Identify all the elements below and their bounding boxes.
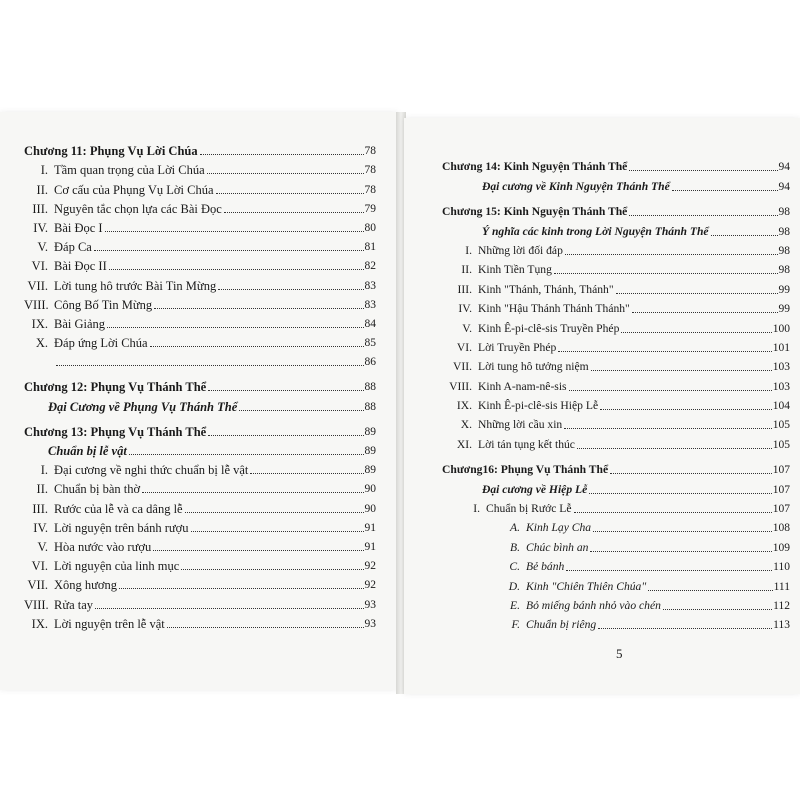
toc-entry-title: Rước của lễ và ca dâng lễ xyxy=(54,501,183,516)
dot-leader xyxy=(142,492,363,493)
toc-entry xyxy=(442,458,790,477)
toc-entry-number: III. xyxy=(32,501,48,516)
toc-entry xyxy=(24,477,376,496)
toc-page-number: 92 xyxy=(364,560,376,573)
dot-leader xyxy=(621,332,771,333)
dot-leader xyxy=(154,308,363,309)
dot-leader xyxy=(648,590,772,591)
toc-page-number: 103 xyxy=(772,361,790,374)
toc-entry xyxy=(24,554,376,573)
toc-page-number: 78 xyxy=(364,183,376,196)
toc-page-number: 80 xyxy=(364,221,376,234)
toc-entry-number: III. xyxy=(32,201,48,216)
toc-page-number: 83 xyxy=(364,298,376,311)
toc-entry-number: VIII. xyxy=(24,297,49,312)
toc-page-number: 98 xyxy=(778,206,790,219)
toc-page-number: 105 xyxy=(772,419,790,432)
toc-entry-number: III. xyxy=(457,282,472,296)
toc-entry xyxy=(24,312,376,331)
toc-entry-number: B. xyxy=(510,540,520,554)
toc-entry-title: Những lời đối đáp xyxy=(478,243,563,257)
toc-entry-title: Ý nghĩa các kinh trong Lời Nguyện Thánh Thể xyxy=(482,224,709,238)
toc-entry xyxy=(24,375,376,394)
dot-leader xyxy=(565,254,778,255)
chapter-title: Chương 15: Kinh Nguyện Thánh Thể xyxy=(442,205,628,219)
right-page xyxy=(404,118,800,694)
toc-page-number: 78 xyxy=(364,145,376,158)
toc-page-number: 90 xyxy=(364,483,376,496)
dot-leader xyxy=(711,235,778,236)
toc-entry-title: Kinh Tiền Tụng xyxy=(478,263,552,277)
toc-entry-number: I. xyxy=(465,243,472,257)
toc-page-number: 112 xyxy=(773,599,790,612)
dot-leader xyxy=(591,370,772,371)
toc-entry-title: Lời nguyện của linh mục xyxy=(54,559,180,574)
toc-entry xyxy=(24,158,376,177)
toc-entry xyxy=(442,239,790,258)
toc-entry-title: Lời tung hô trước Bài Tin Mừng xyxy=(54,278,217,293)
toc-entry-title: Lời Truyền Phép xyxy=(478,340,557,354)
toc-page-number: 113 xyxy=(773,619,790,632)
toc-entry-title: Bẻ bánh xyxy=(526,560,565,574)
chapter-title: Chương 13: Phụng Vụ Thánh Thể xyxy=(24,424,207,439)
toc-entry xyxy=(442,613,790,632)
toc-page-number: 109 xyxy=(772,541,790,554)
dot-leader xyxy=(216,193,364,194)
chapter-title: Chương 12: Phụng Vụ Thánh Thể xyxy=(24,380,207,395)
toc-entry-number: F. xyxy=(511,618,520,632)
toc-entry-title: Bài Giảng xyxy=(54,316,106,331)
toc-entry xyxy=(24,573,376,592)
toc-entry-title: Lời tán tụng kết thúc xyxy=(478,437,575,451)
toc-page-number: 78 xyxy=(364,164,376,177)
toc-entry xyxy=(24,293,376,312)
toc-entry xyxy=(442,258,790,277)
toc-entry xyxy=(24,496,376,515)
toc-entry-number: I. xyxy=(40,163,48,178)
toc-entry-number: V. xyxy=(37,240,48,255)
toc-page-number: 98 xyxy=(778,244,790,257)
dot-leader xyxy=(558,351,771,352)
toc-entry-title: Kinh "Thánh, Thánh, Thánh" xyxy=(478,282,614,296)
toc-page-number: 110 xyxy=(773,561,790,574)
toc-page-number: 108 xyxy=(772,522,790,535)
toc-entry-number: VIII. xyxy=(449,379,472,393)
toc-entry-title: Đại cương về nghi thức chuẩn bị lễ vật xyxy=(54,463,249,478)
dot-leader xyxy=(218,289,363,290)
toc-entry-number: IX. xyxy=(456,399,472,413)
toc-entry-number: C. xyxy=(509,560,520,574)
toc-entry xyxy=(24,273,376,292)
toc-entry xyxy=(24,235,376,254)
toc-entry-number: D. xyxy=(508,579,520,593)
toc-entry-title: Bỏ miếng bánh nhỏ vào chén xyxy=(526,598,661,612)
toc-entry-title: Những lời cầu xin xyxy=(478,418,563,432)
toc-entry-number: II. xyxy=(36,182,48,197)
toc-entry xyxy=(442,394,790,413)
toc-entry-title: Đáp ứng Lời Chúa xyxy=(54,336,148,351)
toc-entry xyxy=(442,316,790,335)
toc-entry xyxy=(442,477,790,496)
toc-entry xyxy=(442,497,790,516)
dot-leader xyxy=(208,435,363,436)
dot-leader xyxy=(207,173,364,174)
toc-page-number: 105 xyxy=(772,438,790,451)
dot-leader xyxy=(577,448,772,449)
toc-entry xyxy=(442,374,790,393)
toc-entry-title: Kinh Ê-pi-clê-sis Truyền Phép xyxy=(478,321,620,335)
toc-page-number: 82 xyxy=(364,260,376,273)
toc-entry-number: I. xyxy=(473,502,480,516)
toc-page-number: 98 xyxy=(778,264,790,277)
toc-entry xyxy=(24,197,376,216)
dot-leader xyxy=(95,608,363,609)
toc-page-number: 101 xyxy=(772,341,790,354)
toc-entry xyxy=(442,336,790,355)
toc-entry xyxy=(442,574,790,593)
dot-leader xyxy=(224,212,364,213)
toc-page-number: 107 xyxy=(772,464,790,477)
toc-entry xyxy=(442,174,790,193)
toc-page-number: 98 xyxy=(778,225,790,238)
dot-leader xyxy=(105,231,364,232)
toc-page-number: 91 xyxy=(364,540,376,553)
toc-page-number: 84 xyxy=(364,317,376,330)
toc-entry-number: IV. xyxy=(33,220,48,235)
dot-leader xyxy=(94,250,364,251)
toc-entry xyxy=(442,413,790,432)
toc-entry xyxy=(24,535,376,554)
dot-leader xyxy=(616,293,778,294)
toc-page-number: 89 xyxy=(364,445,376,457)
toc-entry-number: A. xyxy=(510,521,520,535)
toc-entry-number: VII. xyxy=(453,360,472,374)
toc-page-number: 86 xyxy=(364,356,376,369)
toc-entry xyxy=(24,216,376,235)
chapter-title: Chương 11: Phụng Vụ Lời Chúa xyxy=(24,144,198,159)
toc-page-number: 100 xyxy=(772,322,790,335)
toc-page-number: 107 xyxy=(772,503,790,516)
dot-leader xyxy=(589,493,772,494)
toc-page-number: 83 xyxy=(364,279,376,292)
toc-entry-title: Chúc bình an xyxy=(526,540,589,554)
dot-leader xyxy=(598,628,772,629)
toc-entry-title: Chuẩn bị riêng xyxy=(526,618,597,632)
toc-page-number: 91 xyxy=(364,521,376,534)
toc-entry-number: IV. xyxy=(33,520,48,535)
toc-entry-number: V. xyxy=(462,321,472,335)
toc-entry-number: IX. xyxy=(31,616,48,631)
toc-page-number: 89 xyxy=(364,425,376,438)
dot-leader xyxy=(574,512,772,513)
page-number: 5 xyxy=(616,646,623,661)
toc-page-number: 88 xyxy=(364,400,376,413)
toc-page-number: 79 xyxy=(364,202,376,215)
dot-leader xyxy=(181,569,363,570)
toc-entry-number: E. xyxy=(510,598,520,612)
toc-entry xyxy=(442,535,790,554)
toc-page-number: 99 xyxy=(778,283,790,296)
toc-entry-number: IX. xyxy=(31,316,48,331)
toc-entry xyxy=(442,555,790,574)
toc-entry xyxy=(24,139,376,158)
dot-leader xyxy=(153,550,363,551)
toc-entry xyxy=(442,155,790,174)
toc-entry-title: Kinh "Hậu Thánh Thánh Thánh" xyxy=(478,302,630,316)
toc-entry xyxy=(24,177,376,196)
toc-entry-title: Chuẩn bị Rước Lễ xyxy=(486,502,572,516)
toc-page-number: 88 xyxy=(364,381,376,394)
toc-entry-title: Nguyên tắc chọn lựa các Bài Đọc xyxy=(54,201,222,216)
toc-page-number: 94 xyxy=(778,180,790,193)
toc-entry xyxy=(442,516,790,535)
dot-leader xyxy=(129,454,364,455)
toc-entry xyxy=(442,277,790,296)
toc-entry-title: Chuẩn bị lễ vật xyxy=(48,444,127,458)
toc-entry-number: X. xyxy=(35,336,48,351)
toc-entry-number: XI. xyxy=(456,437,472,451)
toc-page-number: 99 xyxy=(778,303,790,316)
dot-leader xyxy=(632,312,778,313)
toc-entry-number: VI. xyxy=(456,340,472,354)
toc-entry-title: Lời tung hô tưởng niệm xyxy=(478,360,589,374)
dot-leader xyxy=(672,190,778,191)
toc-entry-title: Kinh A-nam-nê-sis xyxy=(478,379,567,393)
dot-leader xyxy=(56,365,364,366)
toc-entry-title: Rửa tay xyxy=(54,597,94,612)
toc-entry xyxy=(24,516,376,535)
dot-leader xyxy=(566,570,772,571)
dot-leader xyxy=(150,346,364,347)
chapter-title: Chương 14: Kinh Nguyện Thánh Thể xyxy=(442,160,628,174)
toc-entry xyxy=(24,420,376,439)
toc-entry xyxy=(442,297,790,316)
toc-page-number: 89 xyxy=(364,464,376,477)
toc-entry xyxy=(442,594,790,613)
toc-entry xyxy=(442,200,790,219)
toc-page-number: 103 xyxy=(772,380,790,393)
dot-leader xyxy=(191,531,364,532)
toc-entry-title: Hòa nước vào rượu xyxy=(54,539,152,554)
toc-entry-number: VI. xyxy=(31,259,48,274)
toc-entry-number: V. xyxy=(37,539,48,554)
toc-entry xyxy=(24,350,376,369)
toc-entry-title: Bài Đọc I xyxy=(54,220,103,235)
toc-entry-title: Kinh "Chiên Thiên Chúa" xyxy=(526,579,647,593)
dot-leader xyxy=(593,531,772,532)
toc-entry-number: VII. xyxy=(27,578,48,593)
dot-leader xyxy=(109,269,364,270)
toc-entry-number: I. xyxy=(40,463,48,478)
toc-entry-title: Chuẩn bị bàn thờ xyxy=(54,482,141,497)
toc-entry-title: Cơ cấu của Phụng Vụ Lời Chúa xyxy=(54,182,214,197)
toc-entry-number: IV. xyxy=(458,302,472,316)
dot-leader xyxy=(208,390,363,391)
dot-leader xyxy=(564,428,772,429)
toc-page-number: 94 xyxy=(778,161,790,174)
toc-entry xyxy=(24,612,376,631)
toc-entry xyxy=(24,458,376,477)
dot-leader xyxy=(569,390,772,391)
toc-page-number: 92 xyxy=(364,579,376,592)
dot-leader xyxy=(239,410,363,411)
toc-entry-title: Đại cương về Hiệp Lễ xyxy=(482,482,588,496)
dot-leader xyxy=(554,273,778,274)
toc-entry xyxy=(24,592,376,611)
table-of-contents-right xyxy=(442,152,790,632)
toc-page-number: 107 xyxy=(772,483,790,496)
toc-entry-title: Đại cương về Kinh Nguyện Thánh Thể xyxy=(482,179,670,193)
toc-entry-title: Lời nguyện trên bánh rượu xyxy=(54,520,189,535)
dot-leader xyxy=(590,551,771,552)
toc-entry-title: Đáp Ca xyxy=(54,240,92,255)
toc-entry xyxy=(24,331,376,350)
dot-leader xyxy=(600,409,772,410)
toc-entry-number: II. xyxy=(461,263,472,277)
toc-page-number: 90 xyxy=(364,502,376,515)
toc-entry-number: VI. xyxy=(31,559,48,574)
toc-entry xyxy=(442,219,790,238)
dot-leader xyxy=(185,512,364,513)
dot-leader xyxy=(629,215,777,216)
toc-page-number: 93 xyxy=(364,617,376,630)
toc-entry xyxy=(24,439,376,458)
dot-leader xyxy=(200,154,364,155)
toc-entry-title: Công Bố Tin Mừng xyxy=(54,297,153,312)
toc-entry xyxy=(24,254,376,273)
dot-leader xyxy=(610,473,772,474)
toc-entry xyxy=(442,355,790,374)
toc-page-number: 111 xyxy=(773,580,790,593)
dot-leader xyxy=(119,588,363,589)
toc-entry xyxy=(24,394,376,413)
toc-page-number: 104 xyxy=(772,400,790,413)
toc-page-number: 93 xyxy=(364,598,376,611)
toc-entry-number: VII. xyxy=(27,278,48,293)
toc-entry xyxy=(442,432,790,451)
dot-leader xyxy=(250,473,363,474)
toc-entry-title: Kinh Lạy Cha xyxy=(526,521,592,535)
toc-entry-title: Đại Cương về Phụng Vụ Thánh Thể xyxy=(48,399,238,414)
dot-leader xyxy=(167,627,364,628)
chapter-title: Chương16: Phụng Vụ Thánh Thể xyxy=(442,463,609,477)
left-page xyxy=(0,112,398,690)
toc-entry-title: Bài Đọc II xyxy=(54,259,107,274)
toc-page-number: 85 xyxy=(364,337,376,350)
toc-entry-number: II. xyxy=(36,482,48,497)
dot-leader xyxy=(663,609,772,610)
toc-entry-number: VIII. xyxy=(24,597,49,612)
dot-leader xyxy=(107,327,363,328)
toc-entry-title: Xông hương xyxy=(54,578,118,593)
toc-entry-title: Kinh Ê-pi-clê-sis Hiệp Lễ xyxy=(478,399,599,413)
dot-leader xyxy=(629,170,777,171)
table-of-contents-left xyxy=(24,136,376,631)
toc-page-number: 81 xyxy=(364,241,376,254)
toc-entry-number: X. xyxy=(460,418,472,432)
toc-entry-title: Lời nguyện trên lễ vật xyxy=(54,616,165,631)
toc-entry-title: Tầm quan trọng của Lời Chúa xyxy=(54,163,205,178)
